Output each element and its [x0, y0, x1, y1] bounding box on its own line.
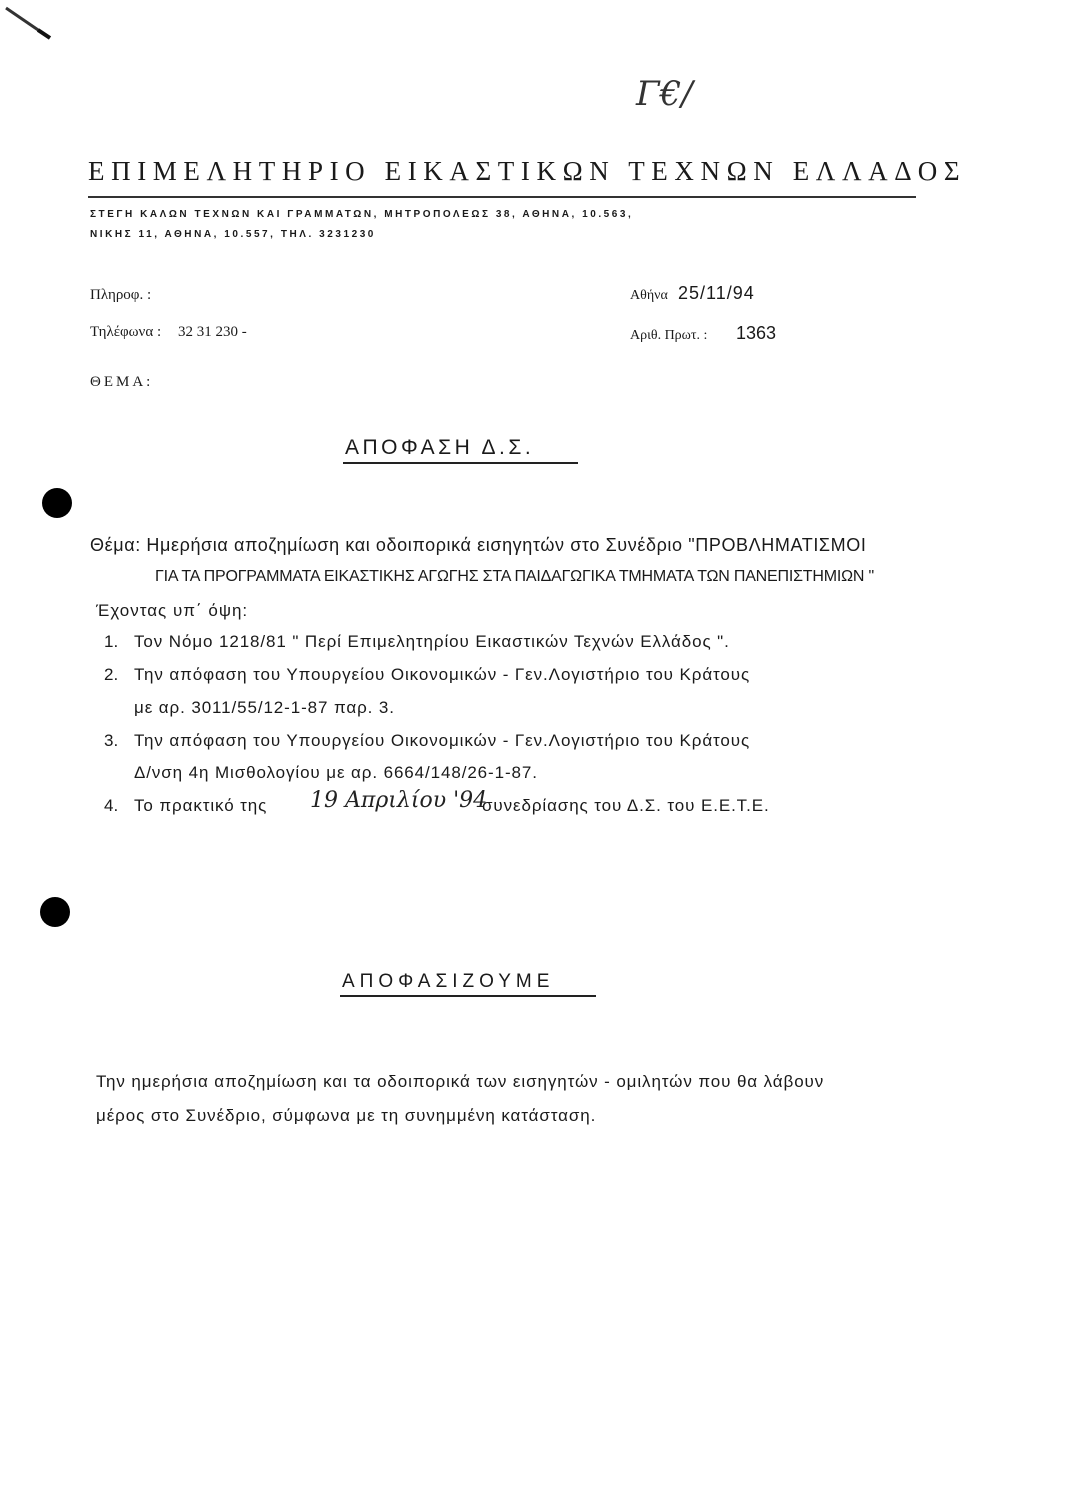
subject-line-1: Θέμα: Ημερήσια αποζημίωση και οδοιπορικά εισηγητών στο Συνέδριο "ΠΡΟΒΛΗΜΑΤΙΣΜΟΙ — [90, 535, 867, 555]
subject-line-2: ΓΙΑ ΤΑ ΠΡΟΓΡΑΜΜΑΤΑ ΕΙΚΑΣΤΙΚΗΣ ΑΓΩΓΗΣ ΣΤΑ ΠΑΙΔΑΓΩΓΙΚΑ ΤΜΗΜΑΤΑ ΤΩΝ ΠΑΝΕΠΙΣΤΗΜΙΩΝ " — [155, 568, 874, 585]
list-item-continuation: με αρ. 3011/55/12-1-87 παρ. 3. — [134, 698, 395, 717]
letterhead-divider — [88, 196, 916, 198]
considering-heading: Έχοντας υπ΄ όψη: — [96, 601, 249, 620]
address-line-2: ΝΙΚΗΣ 11, ΑΘΗΝΑ, 10.557, ΤΗΛ. 3231230 — [90, 229, 376, 240]
date-value: 25/11/94 — [678, 283, 755, 303]
date-label: Αθήνα — [630, 288, 668, 303]
list-item-number: 4. — [104, 796, 119, 815]
list-item: Την απόφαση του Υπουργείου Οικονομικών - Γεν.Λογιστήριο του Κράτους — [134, 731, 751, 750]
organization-title: ΕΠΙΜΕΛΗΤΗΡΙΟ ΕΙΚΑΣΤΙΚΩΝ ΤΕΧΝΩΝ ΕΛΛΑΔΟΣ — [88, 156, 967, 186]
pen-stroke-mark — [0, 0, 60, 45]
decision-title: ΑΠΟΦΑΣΗ Δ.Σ. — [345, 436, 535, 459]
punch-hole-bottom — [40, 897, 70, 927]
list-item-number: 2. — [104, 665, 119, 684]
info-label: Πληροφ. : — [90, 287, 152, 303]
decision-text-line-1: Την ημερήσια αποζημίωση και τα οδοιπορικά των εισηγητών - ομιλητών που θα λάβουν — [96, 1072, 825, 1091]
we-decide-heading: ΑΠΟΦΑΣΙΖΟΥΜΕ — [342, 971, 555, 992]
phones-value: 32 31 230 - — [178, 324, 247, 340]
handwritten-mark: Γ€/ — [636, 74, 693, 114]
list-item: Τον Νόμο 1218/81 " Περί Επιμελητηρίου Εικαστικών Τεχνών Ελλάδος ". — [134, 632, 730, 651]
decision-text-line-2: μέρος στο Συνέδριο, σύμφωνα με τη συνημμένη κατάσταση. — [96, 1106, 597, 1125]
decision-title-underline — [343, 462, 578, 464]
list-item-prefix: Το πρακτικό της — [134, 796, 268, 815]
list-item: Την απόφαση του Υπουργείου Οικονομικών - Γεν.Λογιστήριο του Κράτους — [134, 665, 751, 684]
address-line-1: ΣΤΕΓΗ ΚΑΛΩΝ ΤΕΧΝΩΝ ΚΑΙ ΓΡΑΜΜΑΤΩΝ, ΜΗΤΡΟΠΟΛΕΩΣ 38, ΑΘΗΝΑ, 10.563, — [90, 209, 634, 220]
we-decide-underline — [340, 995, 596, 997]
punch-hole-top — [42, 488, 72, 518]
protocol-value: 1363 — [736, 323, 777, 343]
list-item-continuation: Δ/νση 4η Μισθολογίου με αρ. 6664/148/26-1-87. — [134, 763, 538, 782]
phones-label: Τηλέφωνα : — [90, 324, 162, 340]
list-item-number: 1. — [104, 632, 119, 651]
subject-label: ΘΕΜΑ: — [90, 374, 154, 390]
protocol-label: Αριθ. Πρωτ. : — [630, 328, 708, 343]
list-item-suffix: συνεδρίασης του Δ.Σ. του Ε.Ε.Τ.Ε. — [482, 796, 770, 815]
handwritten-date: 19 Απριλίου '94 — [310, 788, 488, 813]
list-item-number: 3. — [104, 731, 119, 750]
